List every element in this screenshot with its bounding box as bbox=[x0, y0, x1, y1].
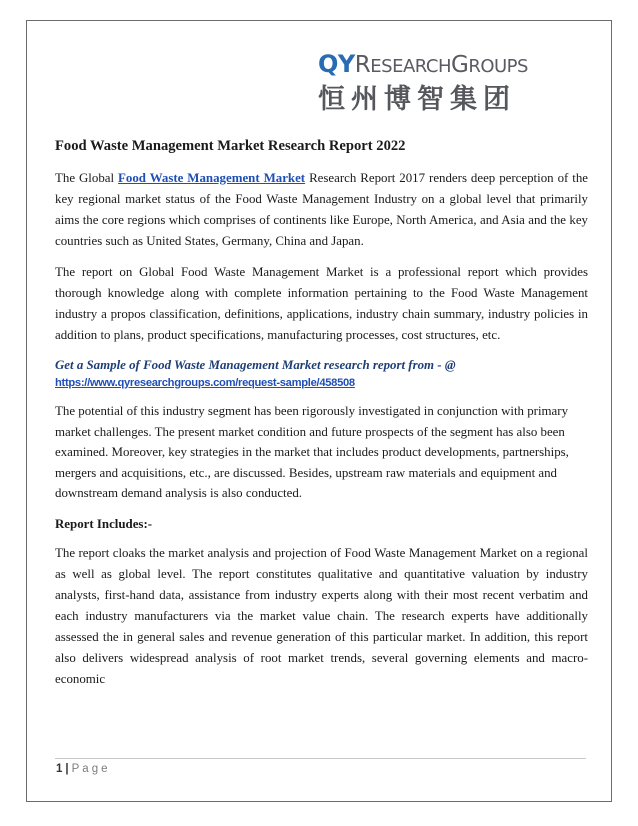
page-number: 1 bbox=[56, 763, 63, 775]
document-body bbox=[55, 137, 588, 700]
report-includes-heading: Report Includes:- bbox=[55, 516, 153, 531]
sample-request-link[interactable]: https://www.qyresearchgroups.com/request-sample/458508 bbox=[55, 377, 355, 389]
logo-english-text: QYRESEARCHGROUPS bbox=[318, 50, 528, 78]
paragraph-potential: The potential of this industry segment has been rigorously investigated in conjunction with primary market challenges. The present market condition and future prospects of the segment has also been examined. Moreover, key strategies in the market that includes product developments, partnerships, mergers and acquisitions, etc., are discussed. Besides, upstream raw materials and equipment and downstream demand analysis is also conducted. bbox=[55, 404, 569, 500]
page-footer bbox=[56, 763, 110, 775]
paragraph-report-includes: The report cloaks the market analysis and projection of Food Waste Management Market on a regional as well as global level. The report constitutes qualitative and quantitative valuation by industry analysts, first-hand data, assistance from industry experts along with their most recent verbatim and each industry manufacturers via the market value chain. The research experts have additionally assessed the in general sales and revenue generation of this particular market. In addition, this report also delivers widespread analysis of root market trends, several governing elements and macro-economic bbox=[55, 545, 588, 686]
footer-separator: | bbox=[65, 763, 69, 775]
page-label: Page bbox=[71, 763, 111, 775]
sample-request-text: Get a Sample of Food Waste Management Market research report from - @ bbox=[55, 358, 456, 372]
market-link[interactable]: Food Waste Management Market bbox=[118, 171, 306, 185]
company-logo bbox=[318, 50, 590, 118]
logo-chinese-text: 恒州博智集团 bbox=[318, 84, 516, 115]
footer-divider bbox=[55, 758, 586, 759]
paragraph-overview: The report on Global Food Waste Management Market is a professional report which provides thorough knowledge along with complete information pertaining to the Food Waste Management industry a propos classification, definitions, applications, industry chain summary, industry policies in addition to plans, product specifications, manufacturing processes, cost structures, etc. bbox=[55, 265, 588, 342]
document-title: Food Waste Management Market Research Report 2022 bbox=[55, 138, 406, 154]
paragraph-intro: The Global Food Waste Management Market Research Report 2017 renders deep perception of the key regional market status of the Food Waste Management Industry on a global level that primarily aims the core regions which comprises of continents like Europe, North America, and Asia and the key countries such as United States, Germany, China and Japan. bbox=[55, 171, 589, 248]
